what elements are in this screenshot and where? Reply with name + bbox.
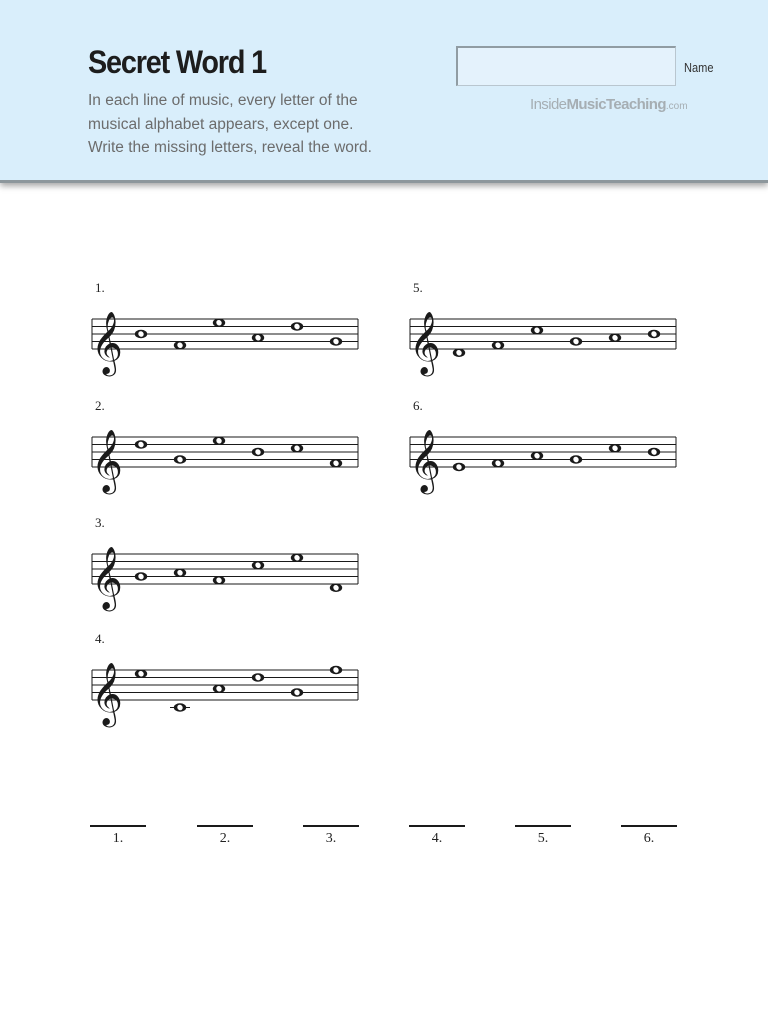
whole-note bbox=[213, 437, 225, 445]
answer-number: 5. bbox=[537, 831, 549, 846]
whole-note bbox=[135, 670, 147, 678]
whole-note bbox=[291, 688, 303, 696]
whole-note bbox=[492, 459, 504, 467]
whole-note bbox=[135, 572, 147, 580]
music-staff bbox=[88, 515, 360, 625]
exercise-6 bbox=[406, 398, 678, 508]
whole-note bbox=[252, 673, 264, 681]
brand-text-dotcom: .com bbox=[665, 101, 688, 112]
whole-note bbox=[330, 584, 342, 592]
brand-text-musicteaching: MusicTeaching bbox=[566, 96, 666, 113]
brand-logo bbox=[530, 96, 688, 113]
treble-clef-icon: 𝄞 bbox=[91, 429, 123, 492]
answer-number: 4. bbox=[431, 831, 443, 846]
music-staff bbox=[88, 631, 360, 741]
instructions-line: Write the missing letters, reveal the word. bbox=[88, 139, 372, 156]
whole-note bbox=[252, 334, 264, 342]
exercise-5 bbox=[406, 280, 678, 390]
worksheet-header bbox=[0, 0, 768, 183]
music-staff bbox=[406, 280, 678, 390]
whole-note bbox=[570, 337, 582, 345]
exercise-number: 1. bbox=[95, 280, 105, 295]
whole-note bbox=[291, 322, 303, 330]
whole-note bbox=[135, 440, 147, 448]
exercise-number: 6. bbox=[413, 398, 423, 413]
whole-note bbox=[213, 319, 225, 327]
answer-blank[interactable] bbox=[409, 825, 465, 827]
music-staff bbox=[406, 398, 678, 508]
answer-number: 2. bbox=[219, 831, 231, 846]
whole-note bbox=[570, 455, 582, 463]
answer-number: 6. bbox=[643, 831, 655, 846]
whole-note bbox=[213, 576, 225, 584]
treble-clef-icon: 𝄞 bbox=[91, 662, 123, 725]
brand-text-inside: Inside bbox=[530, 96, 567, 113]
instructions-line: musical alphabet appears, except one. bbox=[88, 115, 354, 133]
exercise-number: 4. bbox=[95, 631, 105, 646]
treble-clef-icon: 𝄞 bbox=[409, 311, 441, 374]
whole-note bbox=[174, 455, 186, 463]
instructions-line: In each line of music, every letter of the bbox=[88, 92, 358, 109]
whole-note bbox=[291, 554, 303, 562]
music-staff bbox=[88, 280, 360, 390]
whole-note bbox=[531, 326, 543, 334]
whole-note bbox=[330, 459, 342, 467]
answer-blank[interactable] bbox=[621, 825, 677, 827]
whole-note bbox=[453, 463, 465, 471]
instructions bbox=[88, 89, 418, 160]
exercise-number: 2. bbox=[95, 398, 105, 413]
whole-note bbox=[213, 685, 225, 693]
treble-clef-icon: 𝄞 bbox=[409, 429, 441, 492]
whole-note bbox=[648, 330, 660, 338]
whole-note bbox=[252, 561, 264, 569]
music-staff bbox=[88, 398, 360, 508]
exercise-2 bbox=[88, 398, 360, 508]
exercise-1 bbox=[88, 280, 360, 390]
whole-note bbox=[330, 666, 342, 674]
whole-note bbox=[174, 569, 186, 577]
answer-number: 3. bbox=[325, 831, 337, 846]
page-title: Secret Word 1 bbox=[88, 44, 266, 80]
treble-clef-icon: 𝄞 bbox=[91, 546, 123, 609]
whole-note bbox=[609, 334, 621, 342]
exercise-3 bbox=[88, 515, 360, 625]
answer-blank[interactable] bbox=[303, 825, 359, 827]
exercise-number: 3. bbox=[95, 515, 105, 530]
exercise-number: 5. bbox=[413, 280, 423, 295]
whole-note bbox=[174, 703, 186, 711]
whole-note bbox=[609, 444, 621, 452]
answer-blank[interactable] bbox=[197, 825, 253, 827]
treble-clef-icon: 𝄞 bbox=[91, 311, 123, 374]
whole-note bbox=[492, 341, 504, 349]
whole-note bbox=[174, 341, 186, 349]
name-field[interactable] bbox=[456, 46, 676, 86]
whole-note bbox=[291, 444, 303, 452]
exercise-4 bbox=[88, 631, 360, 741]
whole-note bbox=[330, 337, 342, 345]
answer-blank[interactable] bbox=[515, 825, 571, 827]
whole-note bbox=[135, 330, 147, 338]
whole-note bbox=[648, 448, 660, 456]
answer-number: 1. bbox=[112, 831, 124, 846]
answer-blank[interactable] bbox=[90, 825, 146, 827]
name-label: Name bbox=[684, 60, 714, 75]
whole-note bbox=[252, 448, 264, 456]
whole-note bbox=[453, 349, 465, 357]
whole-note bbox=[531, 452, 543, 460]
